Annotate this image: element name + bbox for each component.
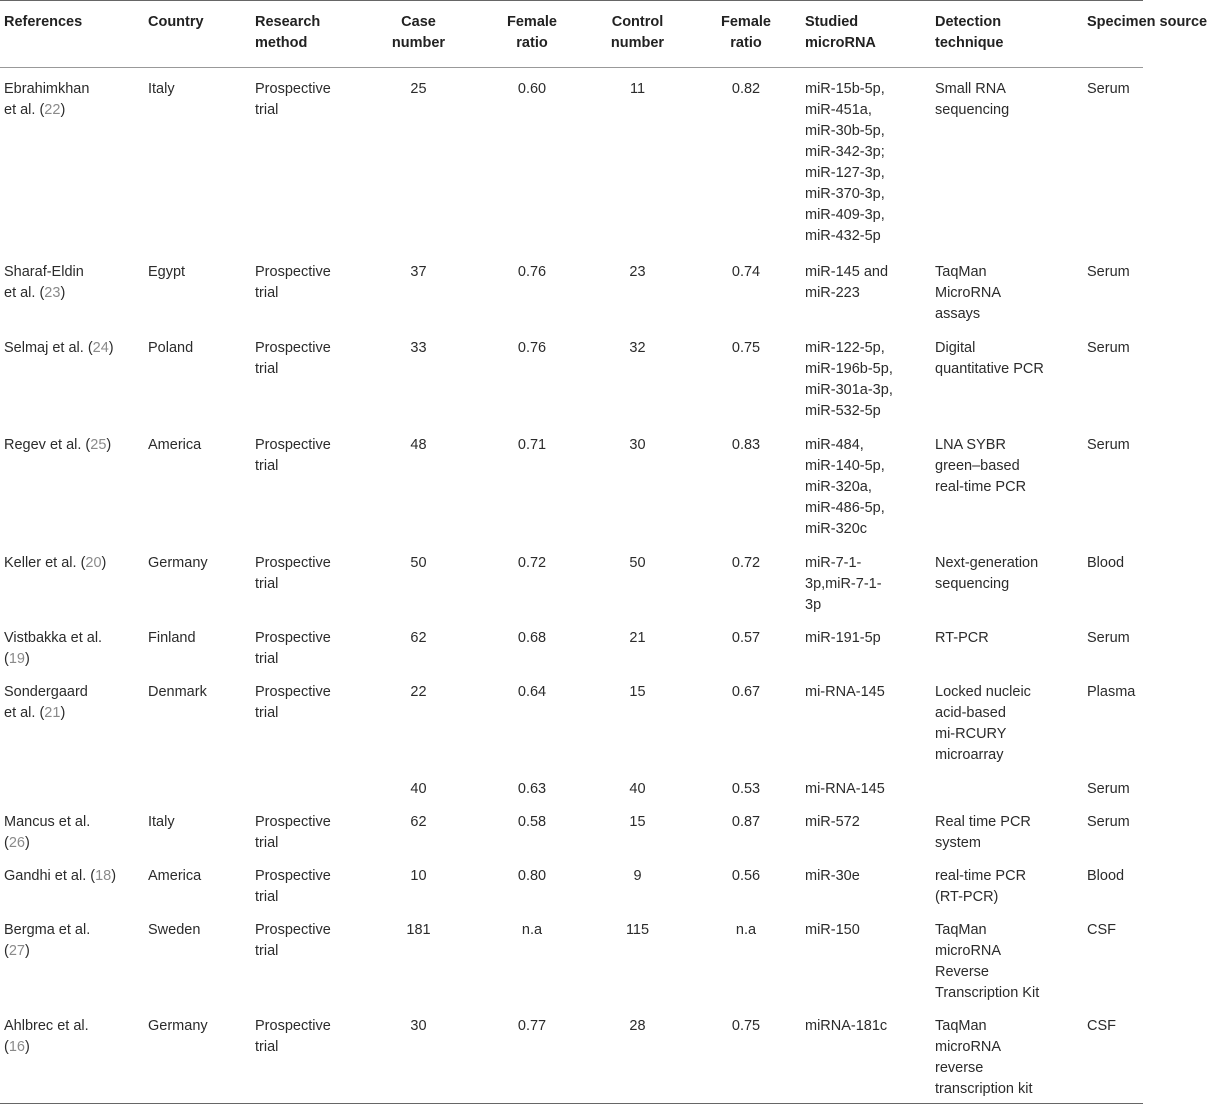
cell-research-method: Prospective trial (255, 340, 331, 377)
cell-specimen-source: Serum (1087, 437, 1130, 453)
table-row (0, 68, 1143, 251)
cell-research-method: Prospective trial (255, 868, 331, 905)
cell-country: America (148, 868, 202, 884)
cell-reference (0, 911, 144, 1007)
reference-close: ) (24, 651, 30, 667)
cell-studied-microrna: miR-30e (805, 868, 860, 884)
table-row (0, 328, 1143, 425)
cell-detection-technique: TaqMan MicroRNA assays (935, 264, 1002, 322)
cell-country: Sweden (148, 922, 201, 938)
cell-female-ratio-control: 0.53 (731, 781, 761, 797)
table-row (0, 543, 1143, 619)
cell-country: Denmark (148, 684, 207, 700)
cell-reference (0, 857, 144, 911)
cell-country: Germany (148, 1018, 208, 1034)
cell-female-ratio-case: 0.58 (517, 814, 547, 830)
header-research-method: Research method (255, 14, 321, 51)
cell-detection-technique (931, 769, 1083, 803)
cell-country: Finland (148, 630, 196, 646)
reference-author: Ahlbrec et al. ( (4, 1018, 89, 1055)
reference-close: ) (60, 102, 66, 118)
cell-country: Italy (148, 814, 175, 830)
header-country: Country (148, 14, 204, 30)
cell-female-ratio-case: n.a (521, 922, 543, 938)
cell-female-ratio-control: 0.87 (731, 814, 761, 830)
reference-author: Mancus et al. ( (4, 814, 91, 851)
cell-reference (0, 543, 144, 619)
cell-specimen-source: CSF (1087, 1018, 1116, 1034)
cell-female-ratio-control: 0.57 (731, 630, 761, 646)
reference-close: ) (108, 340, 114, 356)
cell-control-number: 9 (633, 868, 642, 884)
reference-link[interactable]: 21 (44, 705, 61, 721)
cell-female-ratio-case: 0.76 (517, 264, 547, 280)
header-specimen-source: Specimen source (1087, 14, 1207, 30)
cell-reference (0, 769, 144, 803)
reference-link[interactable]: 26 (8, 835, 25, 851)
cell-control-number: 32 (629, 340, 646, 356)
header-female-ratio-control: Female ratio (721, 14, 771, 51)
cell-female-ratio-case: 0.60 (517, 81, 547, 97)
cell-case-number: 30 (410, 1018, 427, 1034)
reference-close: ) (24, 1039, 30, 1055)
cell-detection-technique: Real time PCR system (935, 814, 1031, 851)
cell-specimen-source: Serum (1087, 630, 1130, 646)
cell-specimen-source: CSF (1087, 922, 1116, 938)
cell-control-number: 28 (629, 1018, 646, 1034)
header-case-number: Case number (391, 14, 446, 51)
table-row (0, 769, 1143, 803)
cell-studied-microrna: miRNA-181c (805, 1018, 888, 1034)
reference-close: ) (101, 555, 107, 571)
cell-reference (0, 803, 144, 857)
cell-female-ratio-case: 0.63 (517, 781, 547, 797)
cell-specimen-source: Serum (1087, 264, 1130, 280)
reference-author: Sondergaard et al. ( (4, 684, 88, 721)
cell-female-ratio-control: 0.82 (731, 81, 761, 97)
cell-case-number: 40 (410, 781, 427, 797)
cell-case-number: 22 (410, 684, 427, 700)
cell-female-ratio-case: 0.80 (517, 868, 547, 884)
cell-female-ratio-case: 0.77 (517, 1018, 547, 1034)
cell-control-number: 40 (629, 781, 646, 797)
reference-author: Ebrahimkhan et al. ( (4, 81, 90, 118)
header-female-ratio-case: Female ratio (507, 14, 557, 51)
cell-detection-technique: real-time PCR (RT-PCR) (935, 868, 1027, 905)
cell-research-method: Prospective trial (255, 1018, 331, 1055)
reference-author: Vistbakka et al. ( (4, 630, 103, 667)
header-control-number: Control number (610, 14, 665, 51)
cell-case-number: 62 (410, 814, 427, 830)
header-detection-technique: Detection technique (935, 14, 1004, 51)
cell-research-method: Prospective trial (255, 437, 331, 474)
cell-female-ratio-control: 0.56 (731, 868, 761, 884)
reference-close: ) (60, 285, 66, 301)
cell-reference (0, 250, 144, 328)
table-row (0, 673, 1143, 769)
reference-author: Bergma et al. ( (4, 922, 91, 959)
cell-case-number: 62 (410, 630, 427, 646)
cell-country: Italy (148, 81, 175, 97)
reference-link[interactable]: 19 (8, 651, 25, 667)
cell-studied-microrna: miR-145 and miR-223 (805, 264, 889, 301)
table-row (0, 425, 1143, 543)
cell-detection-technique: TaqMan microRNA Reverse Transcription Kit (935, 922, 1040, 1001)
cell-case-number: 50 (410, 555, 427, 571)
cell-female-ratio-case: 0.71 (517, 437, 547, 453)
cell-studied-microrna: miR-122-5p, miR-196b-5p, miR-301a-3p, miR-532-5p (805, 340, 893, 419)
reference-close: ) (106, 437, 112, 453)
cell-specimen-source: Serum (1087, 340, 1130, 356)
cell-female-ratio-control: n.a (735, 922, 757, 938)
cell-research-method: Prospective trial (255, 684, 331, 721)
reference-link[interactable]: 23 (44, 285, 61, 301)
cell-specimen-source: Plasma (1087, 684, 1136, 700)
reference-close: ) (24, 835, 30, 851)
cell-control-number: 15 (629, 684, 646, 700)
cell-case-number: 33 (410, 340, 427, 356)
cell-detection-technique: Small RNA sequencing (935, 81, 1010, 118)
cell-female-ratio-case: 0.72 (517, 555, 547, 571)
cell-specimen-source: Blood (1087, 555, 1125, 571)
reference-author: Gandhi et al. ( (4, 868, 96, 884)
cell-female-ratio-control: 0.83 (731, 437, 761, 453)
cell-control-number: 23 (629, 264, 646, 280)
header-row (0, 1, 1143, 68)
cell-studied-microrna: miR-572 (805, 814, 860, 830)
cell-control-number: 15 (629, 814, 646, 830)
cell-female-ratio-case: 0.68 (517, 630, 547, 646)
reference-author: Regev et al. ( (4, 437, 91, 453)
cell-female-ratio-control: 0.67 (731, 684, 761, 700)
table-row (0, 619, 1143, 673)
cell-research-method: Prospective trial (255, 814, 331, 851)
cell-case-number: 10 (410, 868, 427, 884)
cell-country: Egypt (148, 264, 186, 280)
reference-link[interactable]: 27 (8, 943, 25, 959)
cell-female-ratio-case: 0.64 (517, 684, 547, 700)
table-row (0, 250, 1143, 328)
cell-reference (0, 673, 144, 769)
cell-detection-technique: LNA SYBR green–based real-time PCR (935, 437, 1027, 495)
cell-detection-technique: Next-generation sequencing (935, 555, 1039, 592)
reference-link[interactable]: 16 (8, 1039, 25, 1055)
reference-author: Selmaj et al. ( (4, 340, 93, 356)
cell-detection-technique: Locked nucleic acid-based mi-RCURY microarray (935, 684, 1031, 763)
reference-author: Keller et al. ( (4, 555, 86, 571)
table-row (0, 803, 1143, 857)
cell-studied-microrna: mi-RNA-145 (805, 684, 885, 700)
reference-link[interactable]: 22 (44, 102, 61, 118)
cell-studied-microrna: miR-484, miR-140-5p, miR-320a, miR-486-5p, miR-320c (805, 437, 885, 537)
table-row (0, 1007, 1143, 1104)
cell-female-ratio-control: 0.72 (731, 555, 761, 571)
cell-reference (0, 328, 144, 425)
cell-research-method: Prospective trial (255, 81, 331, 118)
reference-link[interactable]: 25 (90, 437, 107, 453)
cell-country: Poland (148, 340, 194, 356)
cell-control-number: 21 (629, 630, 646, 646)
cell-specimen-source: Serum (1087, 81, 1130, 97)
cell-control-number: 115 (625, 922, 650, 938)
cell-female-ratio-case: 0.76 (517, 340, 547, 356)
cell-specimen-source: Serum (1087, 781, 1130, 797)
cell-specimen-source: Blood (1087, 868, 1125, 884)
cell-control-number: 30 (629, 437, 646, 453)
cell-country: Germany (148, 555, 208, 571)
cell-country (144, 769, 251, 803)
cell-studied-microrna: miR-150 (805, 922, 860, 938)
reference-close: ) (24, 943, 30, 959)
cell-research-method: Prospective trial (255, 555, 331, 592)
cell-studied-microrna: mi-RNA-145 (805, 781, 885, 797)
cell-studied-microrna: miR-15b-5p, miR-451a, miR-30b-5p, miR-342-3p; miR-127-3p, miR-370-3p, miR-409-3p, miR-432-5p (805, 81, 885, 244)
cell-case-number: 37 (410, 264, 427, 280)
cell-female-ratio-control: 0.75 (731, 340, 761, 356)
cell-female-ratio-control: 0.74 (731, 264, 761, 280)
cell-female-ratio-control: 0.75 (731, 1018, 761, 1034)
cell-reference (0, 1007, 144, 1104)
cell-research-method: Prospective trial (255, 922, 331, 959)
cell-detection-technique: Digital quantitative PCR (935, 340, 1044, 377)
cell-country: America (148, 437, 202, 453)
cell-research-method: Prospective trial (255, 264, 331, 301)
cell-detection-technique: TaqMan microRNA reverse transcription kit (935, 1018, 1033, 1097)
cell-control-number: 11 (629, 81, 646, 97)
table-body (0, 68, 1143, 1104)
reference-link[interactable]: 24 (92, 340, 109, 356)
cell-reference (0, 425, 144, 543)
reference-close: ) (111, 868, 117, 884)
cell-specimen-source: Serum (1087, 814, 1130, 830)
reference-close: ) (60, 705, 66, 721)
cell-reference (0, 619, 144, 673)
cell-case-number: 48 (410, 437, 427, 453)
cell-research-method: Prospective trial (255, 630, 331, 667)
table-row (0, 857, 1143, 911)
cell-case-number: 181 (406, 922, 431, 938)
reference-link[interactable]: 18 (95, 868, 112, 884)
cell-research-method (251, 769, 357, 803)
cell-control-number: 50 (629, 555, 646, 571)
cell-detection-technique: RT-PCR (935, 630, 989, 646)
header-references: References (4, 14, 83, 30)
cell-case-number: 25 (410, 81, 427, 97)
cell-reference (0, 68, 144, 251)
reference-author: Sharaf-Eldin et al. ( (4, 264, 84, 301)
cell-studied-microrna: miR-7-1- 3p,miR-7-1- 3p (805, 555, 882, 613)
header-studied-microrna: Studied microRNA (805, 14, 876, 51)
table-row (0, 911, 1143, 1007)
reference-link[interactable]: 20 (85, 555, 102, 571)
cell-studied-microrna: miR-191-5p (805, 630, 881, 646)
